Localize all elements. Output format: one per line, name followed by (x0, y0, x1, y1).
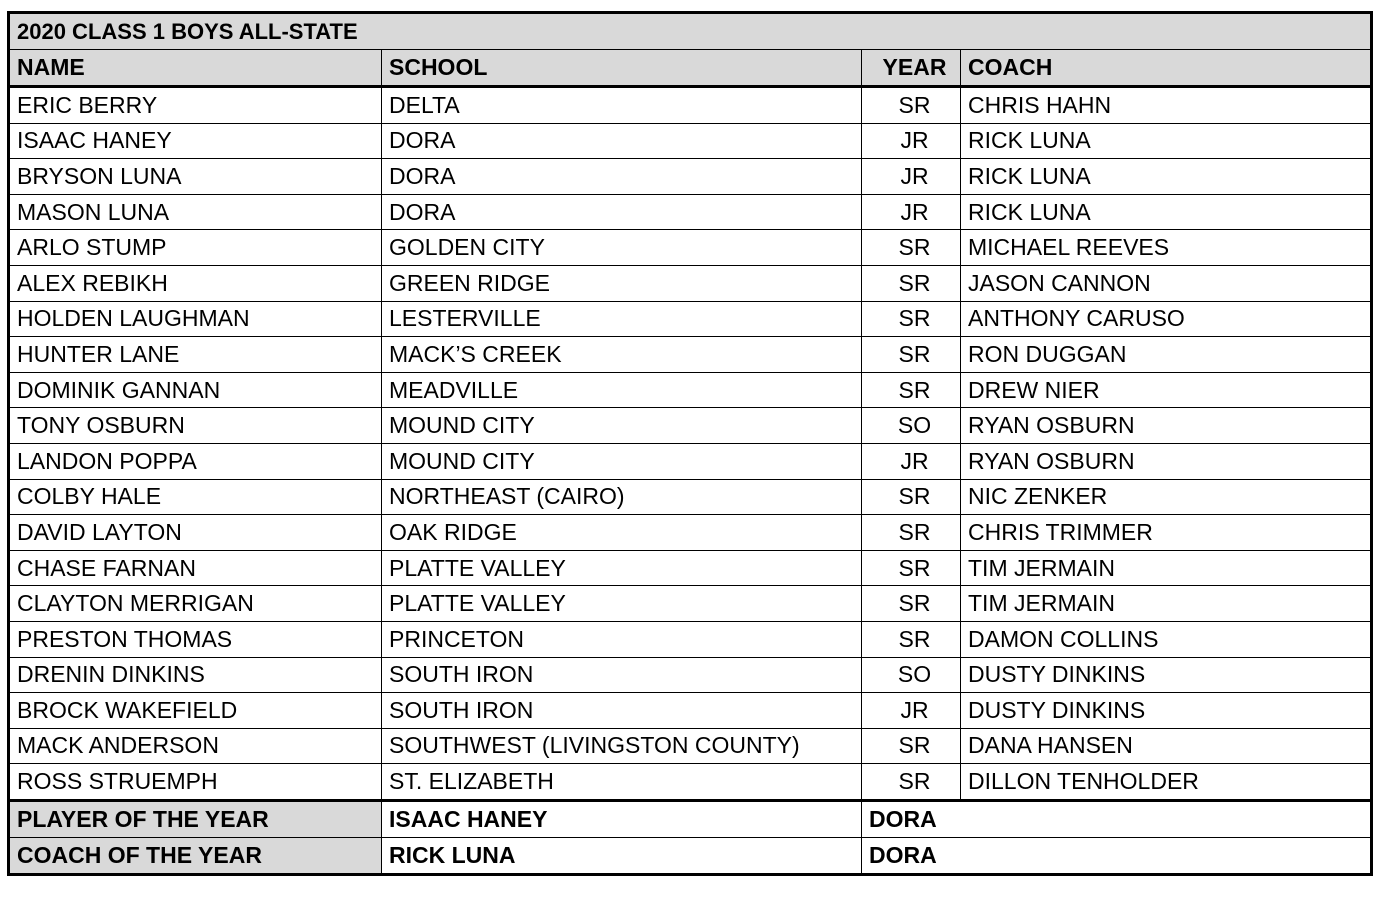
cell-name: BRYSON LUNA (9, 159, 382, 195)
cell-school: GOLDEN CITY (382, 230, 862, 266)
table-row (9, 301, 1372, 337)
cell-name: DAVID LAYTON (9, 515, 382, 551)
cell-coach: NIC ZENKER (961, 479, 1372, 515)
cell-coach: DUSTY DINKINS (961, 657, 1372, 693)
table-row (9, 194, 1372, 230)
table-body (9, 13, 1372, 875)
cell-year: SR (862, 301, 961, 337)
cell-coach: CHRIS TRIMMER (961, 515, 1372, 551)
cell-school: MOUND CITY (382, 408, 862, 444)
cell-name: HUNTER LANE (9, 337, 382, 373)
table-row (9, 372, 1372, 408)
cell-name: MASON LUNA (9, 194, 382, 230)
cell-school: DORA (382, 194, 862, 230)
cell-school: MOUND CITY (382, 443, 862, 479)
award-winner: RICK LUNA (382, 837, 862, 874)
cell-school: DORA (382, 159, 862, 195)
cell-year: SR (862, 586, 961, 622)
cell-name: COLBY HALE (9, 479, 382, 515)
table-row (9, 693, 1372, 729)
cell-name: PRESTON THOMAS (9, 621, 382, 657)
cell-year: SO (862, 657, 961, 693)
cell-coach: DANA HANSEN (961, 728, 1372, 764)
cell-school: MEADVILLE (382, 372, 862, 408)
cell-coach: MICHAEL REEVES (961, 230, 1372, 266)
cell-school: SOUTH IRON (382, 693, 862, 729)
cell-school: SOUTH IRON (382, 657, 862, 693)
column-header-year: YEAR (862, 50, 961, 87)
cell-name: DOMINIK GANNAN (9, 372, 382, 408)
table-row (9, 657, 1372, 693)
cell-school: SOUTHWEST (LIVINGSTON COUNTY) (382, 728, 862, 764)
table-row (9, 479, 1372, 515)
column-header-school: SCHOOL (382, 50, 862, 87)
cell-name: ARLO STUMP (9, 230, 382, 266)
table-row (9, 515, 1372, 551)
cell-name: ROSS STRUEMPH (9, 764, 382, 801)
table-row (9, 337, 1372, 373)
cell-name: TONY OSBURN (9, 408, 382, 444)
award-label: COACH OF THE YEAR (9, 837, 382, 874)
cell-coach: JASON CANNON (961, 265, 1372, 301)
cell-year: JR (862, 693, 961, 729)
cell-name: MACK ANDERSON (9, 728, 382, 764)
cell-coach: DREW NIER (961, 372, 1372, 408)
table-row (9, 408, 1372, 444)
cell-year: SR (862, 728, 961, 764)
cell-coach: DAMON COLLINS (961, 621, 1372, 657)
cell-coach: RICK LUNA (961, 123, 1372, 159)
cell-year: SO (862, 408, 961, 444)
award-row (9, 800, 1372, 837)
cell-coach: CHRIS HAHN (961, 87, 1372, 124)
table-row (9, 265, 1372, 301)
cell-year: SR (862, 337, 961, 373)
cell-name: ISAAC HANEY (9, 123, 382, 159)
cell-name: DRENIN DINKINS (9, 657, 382, 693)
header-row (9, 50, 1372, 87)
cell-coach: RON DUGGAN (961, 337, 1372, 373)
table-row (9, 728, 1372, 764)
cell-year: SR (862, 515, 961, 551)
cell-year: SR (862, 372, 961, 408)
table-row (9, 443, 1372, 479)
cell-school: PLATTE VALLEY (382, 586, 862, 622)
cell-school: LESTERVILLE (382, 301, 862, 337)
cell-school: GREEN RIDGE (382, 265, 862, 301)
cell-coach: RICK LUNA (961, 194, 1372, 230)
table-row (9, 230, 1372, 266)
cell-year: JR (862, 159, 961, 195)
cell-coach: RYAN OSBURN (961, 408, 1372, 444)
cell-coach: DUSTY DINKINS (961, 693, 1372, 729)
cell-school: PLATTE VALLEY (382, 550, 862, 586)
cell-name: HOLDEN LAUGHMAN (9, 301, 382, 337)
cell-coach: RYAN OSBURN (961, 443, 1372, 479)
cell-school: MACK’S CREEK (382, 337, 862, 373)
award-school: DORA (862, 837, 1372, 874)
award-winner: ISAAC HANEY (382, 800, 862, 837)
cell-name: CHASE FARNAN (9, 550, 382, 586)
award-label: PLAYER OF THE YEAR (9, 800, 382, 837)
cell-name: LANDON POPPA (9, 443, 382, 479)
all-state-table (7, 11, 1373, 876)
table-row (9, 550, 1372, 586)
cell-year: JR (862, 123, 961, 159)
cell-school: OAK RIDGE (382, 515, 862, 551)
cell-year: JR (862, 194, 961, 230)
cell-coach: DILLON TENHOLDER (961, 764, 1372, 801)
cell-school: NORTHEAST (CAIRO) (382, 479, 862, 515)
table-row (9, 87, 1372, 124)
cell-name: ERIC BERRY (9, 87, 382, 124)
cell-school: ST. ELIZABETH (382, 764, 862, 801)
cell-coach: RICK LUNA (961, 159, 1372, 195)
table-title: 2020 CLASS 1 BOYS ALL-STATE (9, 13, 1372, 50)
cell-name: CLAYTON MERRIGAN (9, 586, 382, 622)
cell-school: DELTA (382, 87, 862, 124)
column-header-coach: COACH (961, 50, 1372, 87)
column-header-name: NAME (9, 50, 382, 87)
cell-year: JR (862, 443, 961, 479)
cell-year: SR (862, 230, 961, 266)
table-row (9, 586, 1372, 622)
cell-school: PRINCETON (382, 621, 862, 657)
cell-year: SR (862, 479, 961, 515)
award-school: DORA (862, 800, 1372, 837)
cell-coach: TIM JERMAIN (961, 550, 1372, 586)
cell-year: SR (862, 764, 961, 801)
cell-coach: ANTHONY CARUSO (961, 301, 1372, 337)
table-row (9, 764, 1372, 801)
table-row (9, 621, 1372, 657)
cell-year: SR (862, 550, 961, 586)
cell-coach: TIM JERMAIN (961, 586, 1372, 622)
award-row (9, 837, 1372, 874)
title-row (9, 13, 1372, 50)
table-row (9, 123, 1372, 159)
cell-name: ALEX REBIKH (9, 265, 382, 301)
cell-year: SR (862, 621, 961, 657)
table-row (9, 159, 1372, 195)
cell-year: SR (862, 87, 961, 124)
cell-year: SR (862, 265, 961, 301)
cell-name: BROCK WAKEFIELD (9, 693, 382, 729)
cell-school: DORA (382, 123, 862, 159)
